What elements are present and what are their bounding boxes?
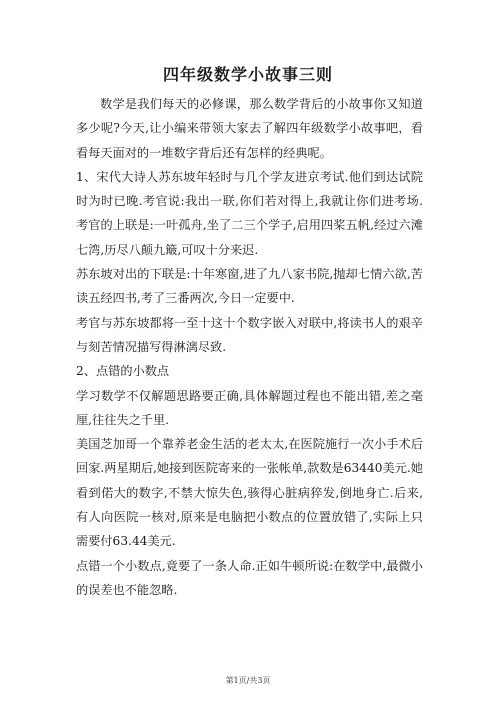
document-title: 四年级数学小故事三则 (162, 65, 333, 84)
story-1-summary-paragraph: 考官与苏东坡都将一至十这十个数字嵌入对联中,将读书人的艰辛与刻苦情况描写得淋漓尽致. (76, 315, 423, 354)
story-2-body-paragraph: 美国芝加哥一个靠养老金生活的老太太,在医院施行一次小手术后回家.两星期后,她接到医院寄来的一张帐单,款数是63440美元.她看到偌大的数字,不禁大惊失色,骇得心脏病猝发,倒地身亡.后来,有人向医院一核对,原来是电脑把小数点的位置放错了,实际上只需要付63.44美元. (76, 437, 423, 549)
story-1-paragraph: 1、宋代大诗人苏东坡年轻时与几个学友进京考试.他们到达试院时为时已晚.考官说:我出一联,你们若对得上,我就让你们进考场.考官的上联是:一叶孤舟,坐了二三个学子,启用四桨五帆,经过六滩七湾,历尽八颠九簸,可叹十分来迟. (76, 169, 423, 257)
intro-paragraph: 数学是我们每天的必修课，那么数学背后的小故事你又知道多少呢?今天,让小编来带领大家去了解四年级数学小故事吧，看看每天面对的一堆数字背后还有怎样的经典呢。 (76, 97, 423, 160)
story-2-conclusion-paragraph: 点错一个小数点,竟要了一条人命.正如牛顿所说:在数学中,最微小的误差也不能忽略. (76, 558, 423, 597)
story-2-intro-paragraph: 学习数学不仅解题思路要正确,具体解题过程也不能出错,差之毫厘,往往失之千里. (76, 388, 423, 427)
story-2-heading: 2、点错的小数点 (76, 364, 170, 379)
story-1-answer-paragraph: 苏东坡对出的下联是:十年寒窗,进了九八家书院,抛却七情六欲,苦读五经四书,考了三番两次,今日一定要中. (76, 267, 423, 306)
page-number-footer: 第1页/共3页 (225, 676, 271, 685)
document-body (76, 92, 423, 602)
